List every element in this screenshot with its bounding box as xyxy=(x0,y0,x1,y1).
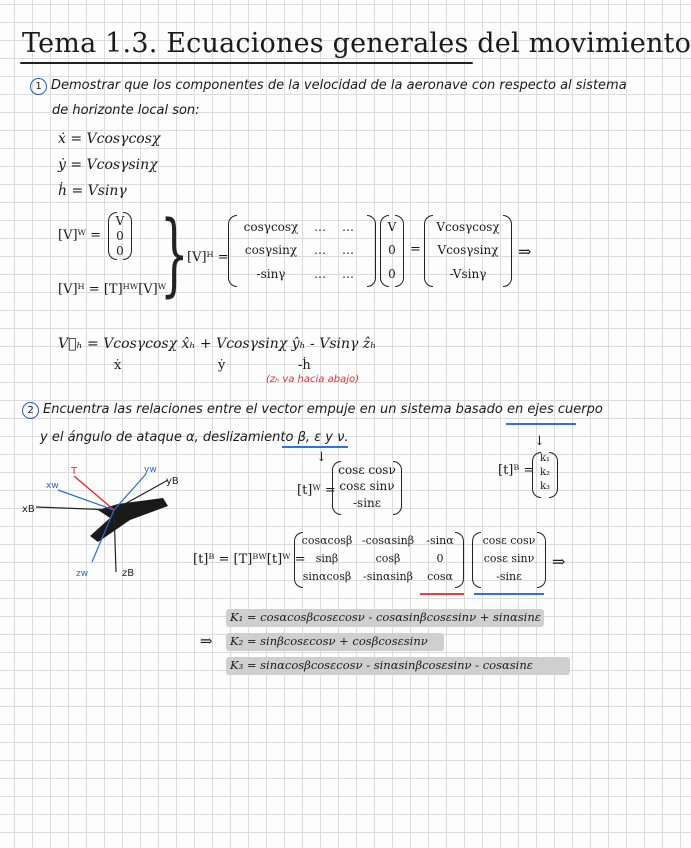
vector-cell: -sinε xyxy=(353,496,381,510)
blue-underline xyxy=(474,593,544,595)
label-yw: yw xyxy=(144,465,157,475)
vw-vector-2 xyxy=(380,215,404,287)
k2-equation: K₂ = sinβcosεcosν + cosβcosεsinν xyxy=(230,634,428,648)
bw-rotation-matrix xyxy=(294,532,464,588)
vector-cell: -sinε xyxy=(496,570,522,583)
matrix-cell: … xyxy=(314,267,326,281)
k3-equation: K₃ = sinαcosβcosεcosν - sinαsinβcosεsinν - cosαsinε xyxy=(230,658,533,672)
down-arrow-icon: ↓ xyxy=(316,450,327,465)
label-t: T xyxy=(71,466,78,477)
implies-arrow: ⇒ xyxy=(518,242,532,261)
matrix-cell: … xyxy=(314,220,326,234)
vh-label: [V]ᴴ = xyxy=(187,250,229,265)
vector-cell: cosε cosν xyxy=(482,534,536,547)
vector-cell: 0 xyxy=(116,229,124,243)
implies-arrow: ⇒ xyxy=(200,632,213,650)
vector-cell: V xyxy=(115,214,125,228)
vector-cell: cosε sinν xyxy=(339,479,395,493)
thrust-vector xyxy=(74,476,114,510)
result-vector xyxy=(424,215,512,287)
vector-cell: k₃ xyxy=(539,481,551,492)
matrix-cell: sinαcosβ xyxy=(302,570,352,583)
tw-vector xyxy=(332,461,402,515)
vw-label: [V]ᵂ = xyxy=(58,228,101,243)
vector-cell: k₁ xyxy=(539,453,551,464)
vector-cell: Vcosγsinχ xyxy=(437,243,499,257)
vector-cell: k₂ xyxy=(539,467,551,478)
matrix-cell: 0 xyxy=(436,552,444,565)
matrix-cell: -sinγ xyxy=(256,267,286,281)
matrix-cell: cosα xyxy=(427,570,453,583)
section2-statement xyxy=(22,402,603,419)
vector-cell: 0 xyxy=(388,243,396,257)
bracket xyxy=(367,215,376,287)
eq-h-dot: ḣ = Vsinγ xyxy=(58,183,127,199)
matrix-cell: cosγcosχ xyxy=(243,220,299,234)
eq-x-dot: ẋ = Vcosγcosχ xyxy=(58,131,161,147)
under-h-dot: -ḣ xyxy=(298,358,311,373)
matrix-cell: cosγsinχ xyxy=(244,243,298,257)
label-zb: zB xyxy=(122,568,135,579)
section1-line1: Demostrar que los componentes de la velocidad de la aeronave con respecto al sistema xyxy=(51,78,627,93)
under-x-dot: ẋ xyxy=(114,358,122,373)
down-arrow-icon: ↓ xyxy=(534,434,545,449)
tb-transform-label: [t]ᴮ = [T]ᴮᵂ[t]ᵂ = xyxy=(193,552,306,567)
xb-axis xyxy=(36,507,114,510)
section2-line1: Encuentra las relaciones entre el vector empuje en un sistema basado en ejes cuerpo xyxy=(43,402,603,417)
red-underline xyxy=(420,593,464,595)
tw-vector-2 xyxy=(472,532,546,588)
matrix-cell: … xyxy=(342,267,354,281)
tw-label: [t]ᵂ = xyxy=(297,483,336,498)
label-yb: yB xyxy=(166,476,179,487)
z-axis-note: (zₕ va hacia abajo) xyxy=(266,374,359,385)
matrix-cell: -sinα xyxy=(426,534,454,547)
rotation-matrix xyxy=(228,215,376,287)
implies-arrow: ⇒ xyxy=(552,552,566,571)
matrix-cell: -cosαsinβ xyxy=(361,534,415,547)
blue-underline xyxy=(282,446,348,448)
bracket xyxy=(228,215,237,287)
section-number-badge: 2 xyxy=(22,402,39,419)
matrix-cell: -sinαsinβ xyxy=(363,570,413,583)
page-title: Tema 1.3. Ecuaciones generales del movimiento xyxy=(22,28,691,59)
matrix-cell: … xyxy=(342,243,354,257)
equals-sign: = xyxy=(410,242,421,257)
matrix-cell: … xyxy=(342,220,354,234)
section1-statement xyxy=(30,78,627,95)
xw-axis xyxy=(58,490,114,510)
vh-transform-eq: [V]ᴴ = [T]ᴴᵂ[V]ᵂ xyxy=(58,282,167,297)
under-y-dot: ẏ xyxy=(218,358,226,373)
label-xw: xw xyxy=(46,481,59,491)
matrix-cell: cosαcosβ xyxy=(301,534,353,547)
title-underline xyxy=(20,62,473,64)
matrix-cell: cosβ xyxy=(375,552,401,565)
vw-vector xyxy=(108,212,132,260)
tb-vector xyxy=(532,452,558,498)
vector-cell: cosε cosν xyxy=(338,463,396,477)
aircraft-silhouette xyxy=(90,498,168,542)
section2-line2: y el ángulo de ataque α, deslizamiento β, ε y ν. xyxy=(40,430,349,445)
vector-cell: 0 xyxy=(388,267,396,281)
vector-cell: cosε sinν xyxy=(483,552,535,565)
k1-equation: K₁ = cosαcosβcosεcosν - cosαsinβcosεsinν + sinαsinε xyxy=(230,610,541,624)
tb-label: [t]ᴮ = xyxy=(498,463,535,478)
section-number-badge: 1 xyxy=(30,78,47,95)
label-xb: xB xyxy=(22,504,35,515)
matrix-cell: … xyxy=(314,243,326,257)
matrix-cell: sinβ xyxy=(315,552,339,565)
section1-line2: de horizonte local son: xyxy=(52,103,200,118)
blue-underline xyxy=(506,423,576,425)
aircraft-axes-diagram xyxy=(18,462,178,582)
vector-cell: V xyxy=(387,220,397,234)
vector-cell: -Vsinγ xyxy=(449,267,487,281)
label-zw: zw xyxy=(76,569,89,579)
vector-cell: Vcosγcosχ xyxy=(436,220,500,234)
curly-brace: } xyxy=(160,202,189,307)
vector-cell: 0 xyxy=(116,244,124,258)
velocity-vector-eq: V⃗ₕ = Vcosγcosχ x̂ₕ + Vcosγsinχ ŷₕ - Vsinγ ẑₕ xyxy=(58,336,377,352)
eq-y-dot: ẏ = Vcosγsinχ xyxy=(58,157,158,173)
